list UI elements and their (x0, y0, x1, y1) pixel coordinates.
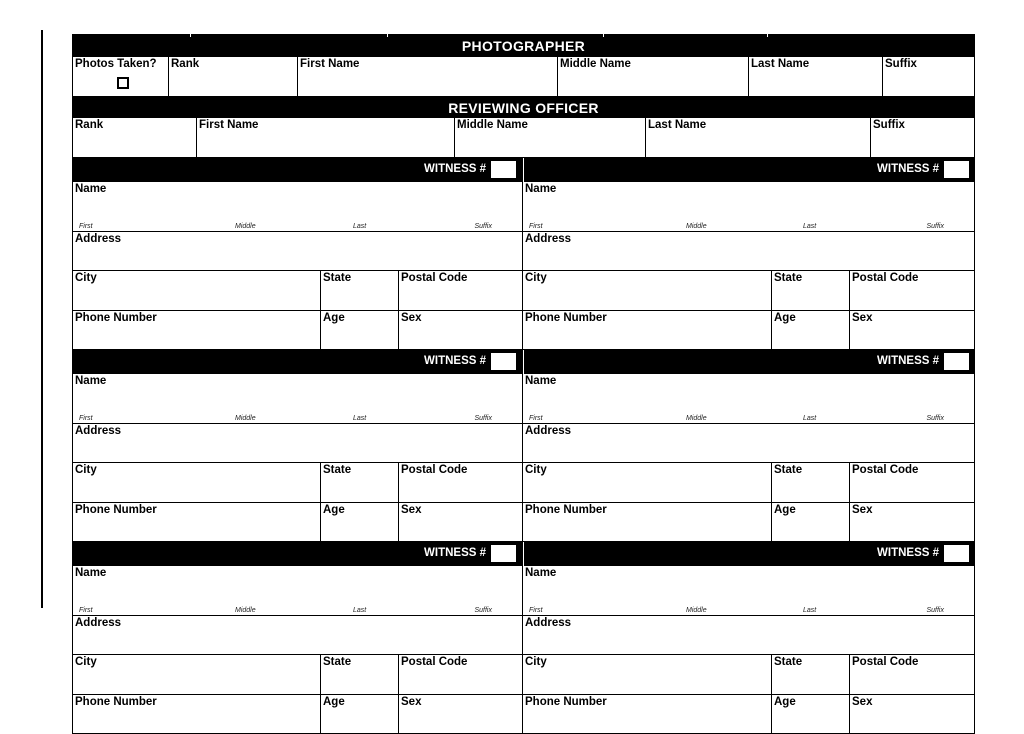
witness-6-phone-field[interactable] (523, 695, 772, 734)
witness-form (72, 0, 975, 708)
witness-6-age-label: Age (774, 696, 796, 708)
witness-6-city-label: City (525, 656, 547, 668)
witness-2-city-field[interactable] (523, 271, 772, 311)
reviewing-officer-header (72, 97, 975, 118)
witness-6-number-field[interactable] (943, 544, 970, 563)
witness-1-header (72, 158, 523, 182)
witness-5-header (72, 542, 523, 566)
reviewer-last-name-label: Last Name (648, 119, 707, 131)
photos-taken-cell[interactable] (72, 57, 169, 97)
witness-5-phone-label: Phone Number (75, 696, 157, 708)
witness-3-phone-field[interactable] (72, 503, 321, 542)
witness-5-number-field[interactable] (490, 544, 517, 563)
witness-5-state-label: State (323, 656, 352, 668)
photographer-rank-label: Rank (171, 58, 200, 70)
witness-1-state-field[interactable] (321, 271, 399, 311)
witness-2-phone-label: Phone Number (525, 312, 607, 324)
witness-3-last-sublabel: Last (353, 415, 367, 422)
witness-4-header-label: WITNESS # (877, 355, 939, 367)
witness-2-first-sublabel: First (529, 223, 543, 230)
witness-1-city-label: City (75, 272, 97, 284)
witness-6-postal-code-label: Postal Code (852, 656, 919, 668)
photographer-title: PHOTOGRAPHER (461, 37, 586, 54)
witness-4-age-label: Age (774, 504, 796, 516)
witness-6-header-label: WITNESS # (877, 547, 939, 559)
witness-6-city-field[interactable] (523, 655, 772, 695)
witness-2-header-label: WITNESS # (877, 163, 939, 175)
witness-1-suffix-sublabel: Suffix (474, 223, 492, 230)
witness-5-city-label: City (75, 656, 97, 668)
witness-3-address-label: Address (75, 425, 122, 437)
witness-4-middle-sublabel: Middle (686, 415, 707, 422)
witness-5-address-label: Address (75, 617, 122, 629)
photographer-first-name-label: First Name (300, 58, 360, 70)
witness-3-name-field[interactable] (72, 374, 523, 424)
witness-5-sex-field[interactable] (399, 695, 523, 734)
witness-5-phone-field[interactable] (72, 695, 321, 734)
witness-4-age-field[interactable] (772, 503, 850, 542)
reviewing-officer-title: REVIEWING OFFICER (448, 99, 599, 116)
witness-3-age-field[interactable] (321, 503, 399, 542)
witness-6-state-field[interactable] (772, 655, 850, 695)
reviewer-middle-name-label: Middle Name (457, 119, 528, 131)
reviewer-first-name-field[interactable] (197, 118, 455, 158)
witness-2-postal-code-field[interactable] (850, 271, 975, 311)
witness-1-state-label: State (323, 272, 352, 284)
witness-1-last-sublabel: Last (353, 223, 367, 230)
photographer-middle-name-field[interactable] (558, 57, 749, 97)
witness-4-name-label: Name (525, 375, 557, 387)
witness-3-header-label: WITNESS # (424, 355, 486, 367)
photographer-header (72, 34, 975, 57)
witness-1-name-label: Name (75, 183, 107, 195)
witness-4-header (524, 350, 975, 374)
witness-2-header (524, 158, 975, 182)
witness-6-last-sublabel: Last (803, 607, 817, 614)
witness-3-header (72, 350, 523, 374)
witness-6-postal-code-field[interactable] (850, 655, 975, 695)
witness-5-address-field[interactable] (72, 616, 523, 655)
witness-4-state-field[interactable] (772, 463, 850, 503)
witness-1-number-field[interactable] (490, 160, 517, 179)
witness-6-name-label: Name (525, 567, 557, 579)
witness-5-suffix-sublabel: Suffix (474, 607, 492, 614)
witness-4-city-label: City (525, 464, 547, 476)
witness-3-middle-sublabel: Middle (235, 415, 256, 422)
witness-5-age-field[interactable] (321, 695, 399, 734)
witness-1-postal-code-label: Postal Code (401, 272, 468, 284)
witness-5-name-field[interactable] (72, 566, 523, 616)
witness-6-age-field[interactable] (772, 695, 850, 734)
witness-4-phone-label: Phone Number (525, 504, 607, 516)
photographer-first-name-field[interactable] (298, 57, 558, 97)
witness-3-number-field[interactable] (490, 352, 517, 371)
witness-2-phone-field[interactable] (523, 311, 772, 350)
witness-5-postal-code-label: Postal Code (401, 656, 468, 668)
witness-3-suffix-sublabel: Suffix (474, 415, 492, 422)
witness-1-phone-field[interactable] (72, 311, 321, 350)
reviewer-suffix-field[interactable] (871, 118, 975, 158)
witness-6-header (524, 542, 975, 566)
witness-2-number-field[interactable] (943, 160, 970, 179)
witness-2-name-field[interactable] (523, 182, 975, 232)
witness-5-city-field[interactable] (72, 655, 321, 695)
witness-1-age-label: Age (323, 312, 345, 324)
witness-3-state-field[interactable] (321, 463, 399, 503)
witness-2-address-label: Address (525, 233, 572, 245)
witness-3-name-label: Name (75, 375, 107, 387)
witness-4-address-field[interactable] (523, 424, 975, 463)
reviewer-rank-label: Rank (75, 119, 104, 131)
witness-3-sex-label: Sex (401, 504, 422, 516)
witness-4-first-sublabel: First (529, 415, 543, 422)
witness-4-last-sublabel: Last (803, 415, 817, 422)
witness-5-name-label: Name (75, 567, 107, 579)
witness-6-address-label: Address (525, 617, 572, 629)
witness-2-state-label: State (774, 272, 803, 284)
witness-2-age-field[interactable] (772, 311, 850, 350)
witness-6-suffix-sublabel: Suffix (926, 607, 944, 614)
witness-3-state-label: State (323, 464, 352, 476)
witness-4-phone-field[interactable] (523, 503, 772, 542)
witness-1-address-field[interactable] (72, 232, 523, 271)
witness-4-suffix-sublabel: Suffix (926, 415, 944, 422)
witness-4-name-field[interactable] (523, 374, 975, 424)
witness-2-middle-sublabel: Middle (686, 223, 707, 230)
witness-1-sex-label: Sex (401, 312, 422, 324)
witness-1-first-sublabel: First (79, 223, 93, 230)
reviewer-middle-name-field[interactable] (455, 118, 646, 158)
witness-4-postal-code-label: Postal Code (852, 464, 919, 476)
witness-1-city-field[interactable] (72, 271, 321, 311)
witness-2-address-field[interactable] (523, 232, 975, 271)
witness-5-last-sublabel: Last (353, 607, 367, 614)
reviewer-rank-field[interactable] (72, 118, 197, 158)
witness-6-middle-sublabel: Middle (686, 607, 707, 614)
witness-2-last-sublabel: Last (803, 223, 817, 230)
witness-2-sex-label: Sex (852, 312, 873, 324)
photos-taken-label: Photos Taken? (75, 58, 157, 70)
witness-5-sex-label: Sex (401, 696, 422, 708)
witness-1-age-field[interactable] (321, 311, 399, 350)
witness-1-middle-sublabel: Middle (235, 223, 256, 230)
witness-1-phone-label: Phone Number (75, 312, 157, 324)
reviewer-first-name-label: First Name (199, 119, 259, 131)
witness-2-suffix-sublabel: Suffix (926, 223, 944, 230)
witness-6-first-sublabel: First (529, 607, 543, 614)
witness-1-header-label: WITNESS # (424, 163, 486, 175)
witness-3-postal-code-field[interactable] (399, 463, 523, 503)
photographer-last-name-field[interactable] (749, 57, 883, 97)
witness-6-name-field[interactable] (523, 566, 975, 616)
witness-3-address-field[interactable] (72, 424, 523, 463)
witness-3-phone-label: Phone Number (75, 504, 157, 516)
witness-6-address-field[interactable] (523, 616, 975, 655)
witness-2-postal-code-label: Postal Code (852, 272, 919, 284)
photographer-last-name-label: Last Name (751, 58, 810, 70)
witness-3-city-field[interactable] (72, 463, 321, 503)
witness-5-state-field[interactable] (321, 655, 399, 695)
witness-2-name-label: Name (525, 183, 557, 195)
witness-6-state-label: State (774, 656, 803, 668)
witness-4-city-field[interactable] (523, 463, 772, 503)
witness-3-postal-code-label: Postal Code (401, 464, 468, 476)
photographer-middle-name-label: Middle Name (560, 58, 631, 70)
witness-2-city-label: City (525, 272, 547, 284)
witness-3-sex-field[interactable] (399, 503, 523, 542)
witness-5-header-label: WITNESS # (424, 547, 486, 559)
reviewer-suffix-label: Suffix (873, 119, 905, 131)
witness-1-sex-field[interactable] (399, 311, 523, 350)
witness-5-first-sublabel: First (79, 607, 93, 614)
witness-1-address-label: Address (75, 233, 122, 245)
witness-4-number-field[interactable] (943, 352, 970, 371)
witness-1-name-field[interactable] (72, 182, 523, 232)
witness-6-sex-label: Sex (852, 696, 873, 708)
witness-5-middle-sublabel: Middle (235, 607, 256, 614)
witness-4-sex-field[interactable] (850, 503, 975, 542)
witness-1-postal-code-field[interactable] (399, 271, 523, 311)
photos-taken-checkbox[interactable] (117, 77, 129, 89)
witness-2-age-label: Age (774, 312, 796, 324)
witness-6-sex-field[interactable] (850, 695, 975, 734)
witness-2-sex-field[interactable] (850, 311, 975, 350)
page-margin-rule (41, 30, 43, 608)
witness-3-first-sublabel: First (79, 415, 93, 422)
witness-6-phone-label: Phone Number (525, 696, 607, 708)
photographer-suffix-field[interactable] (883, 57, 975, 97)
witness-4-address-label: Address (525, 425, 572, 437)
photographer-suffix-label: Suffix (885, 58, 917, 70)
witness-4-postal-code-field[interactable] (850, 463, 975, 503)
witness-4-state-label: State (774, 464, 803, 476)
photographer-rank-field[interactable] (169, 57, 298, 97)
witness-3-age-label: Age (323, 504, 345, 516)
witness-4-sex-label: Sex (852, 504, 873, 516)
witness-5-age-label: Age (323, 696, 345, 708)
witness-3-city-label: City (75, 464, 97, 476)
reviewer-last-name-field[interactable] (646, 118, 871, 158)
witness-2-state-field[interactable] (772, 271, 850, 311)
witness-5-postal-code-field[interactable] (399, 655, 523, 695)
